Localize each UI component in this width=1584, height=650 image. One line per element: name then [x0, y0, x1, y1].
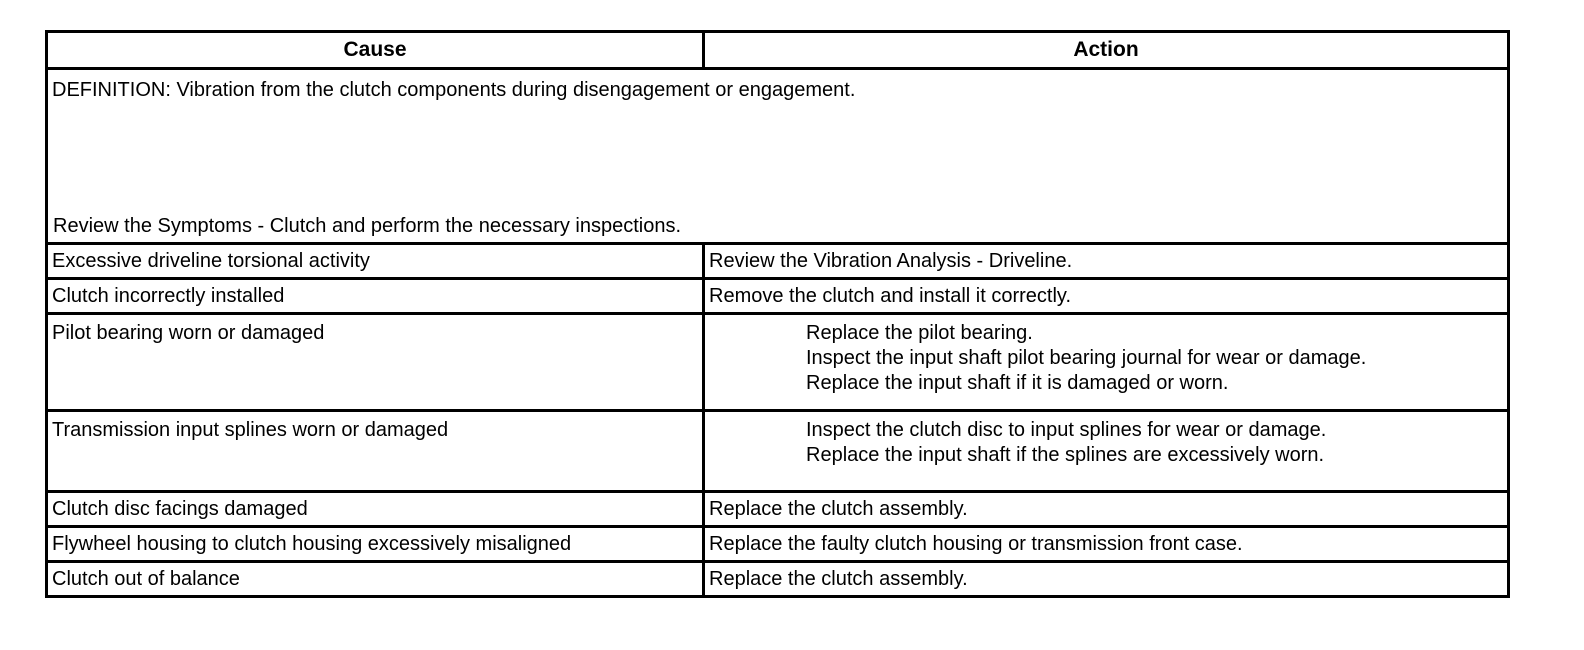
action-cell: Review the Vibration Analysis - Driveline.: [704, 244, 1509, 279]
action-cell: [704, 314, 1509, 411]
table-row: [47, 314, 1509, 411]
action-cell: Replace the clutch assembly.: [704, 562, 1509, 597]
cause-cell: Flywheel housing to clutch housing excessively misaligned: [47, 527, 704, 562]
action-step: Inspect the clutch disc to input splines for wear or damage.: [806, 419, 1327, 441]
cause-cell: Clutch incorrectly installed: [47, 279, 704, 314]
action-cell: Replace the faulty clutch housing or transmission front case.: [704, 527, 1509, 562]
cause-cell: Clutch disc facings damaged: [47, 492, 704, 527]
header-row: [47, 32, 1509, 69]
table-row: [47, 244, 1509, 279]
cause-cell: Clutch out of balance: [47, 562, 704, 597]
definition-text: DEFINITION: Vibration from the clutch components during disengagement or engagement.: [52, 79, 856, 101]
action-cell: [704, 411, 1509, 492]
definition-row: [47, 69, 1509, 244]
cause-cell: Transmission input splines worn or damaged: [47, 411, 704, 492]
table-row: [47, 527, 1509, 562]
action-step: Replace the input shaft if the splines are excessively worn.: [806, 444, 1325, 466]
action-cell: Replace the clutch assembly.: [704, 492, 1509, 527]
table-row: [47, 279, 1509, 314]
table-row: [47, 492, 1509, 527]
diagnostic-table: [45, 30, 1510, 598]
action-column-header: Action: [704, 32, 1509, 69]
action-cell: Remove the clutch and install it correctly.: [704, 279, 1509, 314]
table-row: [47, 562, 1509, 597]
cause-column-header: Cause: [47, 32, 704, 69]
cause-cell: Pilot bearing worn or damaged: [47, 314, 704, 411]
definition-cell: [47, 69, 1509, 244]
definition-instruction: Review the Symptoms - Clutch and perform the necessary inspections.: [53, 215, 682, 237]
cause-cell: Excessive driveline torsional activity: [47, 244, 704, 279]
action-step: Inspect the input shaft pilot bearing journal for wear or damage.: [806, 347, 1367, 369]
table-row: [47, 411, 1509, 492]
action-step: Replace the input shaft if it is damaged or worn.: [806, 372, 1229, 394]
action-step: Replace the pilot bearing.: [806, 322, 1033, 344]
